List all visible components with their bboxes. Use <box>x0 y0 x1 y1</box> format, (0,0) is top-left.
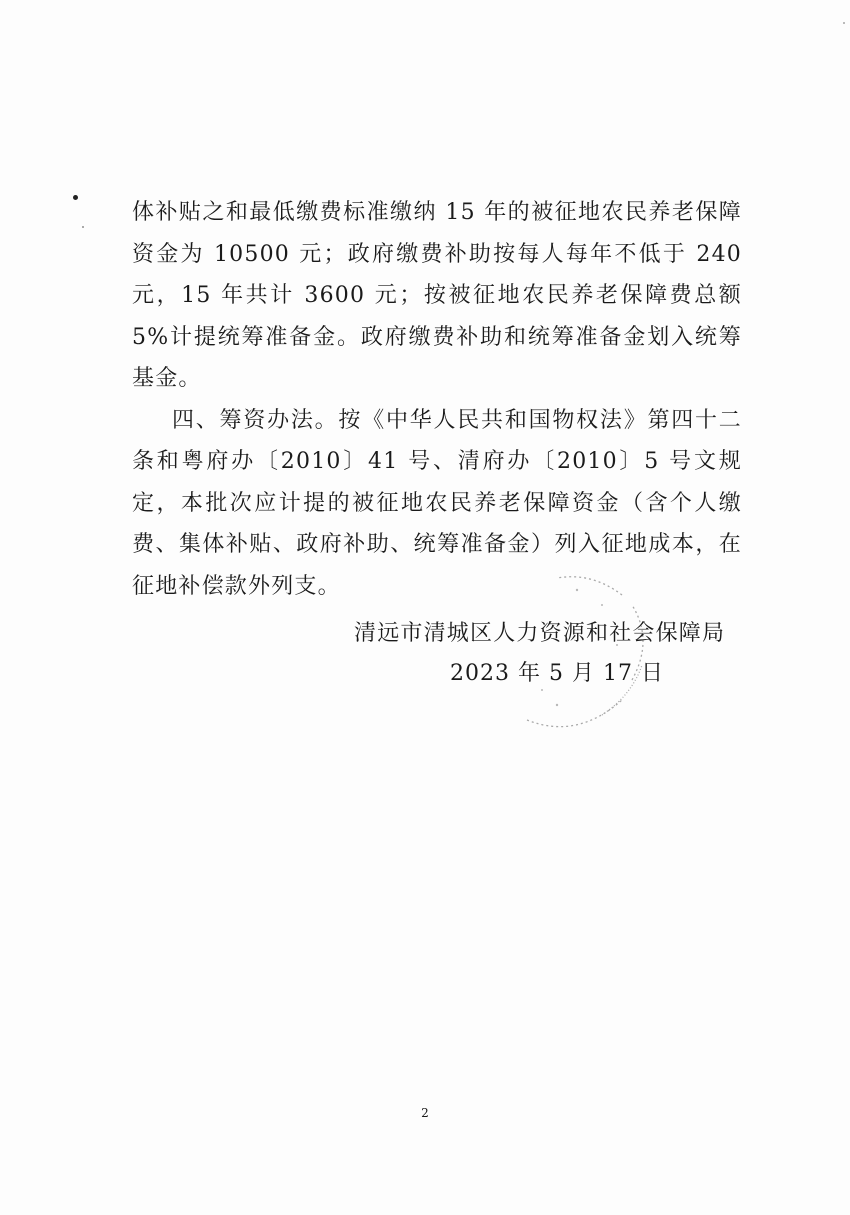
scan-speck <box>73 195 78 200</box>
scan-speck <box>82 226 84 228</box>
issue-date: 2023 年 5 月 17 日 <box>450 661 664 686</box>
body-text <box>132 192 742 607</box>
paragraph-funding-method: 四、筹资办法。按《中华人民共和国物权法》第四十二条和粤府办〔2010〕41 号、清府办〔2010〕5 号文规定，本批次应计提的被征地农民养老保障资金（含个人缴费、集体补贴、政府补助、统筹准备金）列入征地成本，在征地补偿款外列支。 <box>132 407 742 599</box>
page-number: 2 <box>421 1106 429 1120</box>
issuing-organization: 清远市清城区人力资源和社会保障局 <box>354 621 726 646</box>
official-seal-stamp <box>482 570 657 735</box>
scan-speck <box>843 22 845 24</box>
paragraph-contribution-standards: 体补贴之和最低缴费标准缴纳 15 年的被征地农民养老保障资金为 10500 元；政府缴费补助按每人每年不低于 240 元，15 年共计 3600 元；按被征地农民养老保障费总额 5%计提统筹准备金。政府缴费补助和统筹准备金划入统筹基金。 <box>132 200 742 391</box>
